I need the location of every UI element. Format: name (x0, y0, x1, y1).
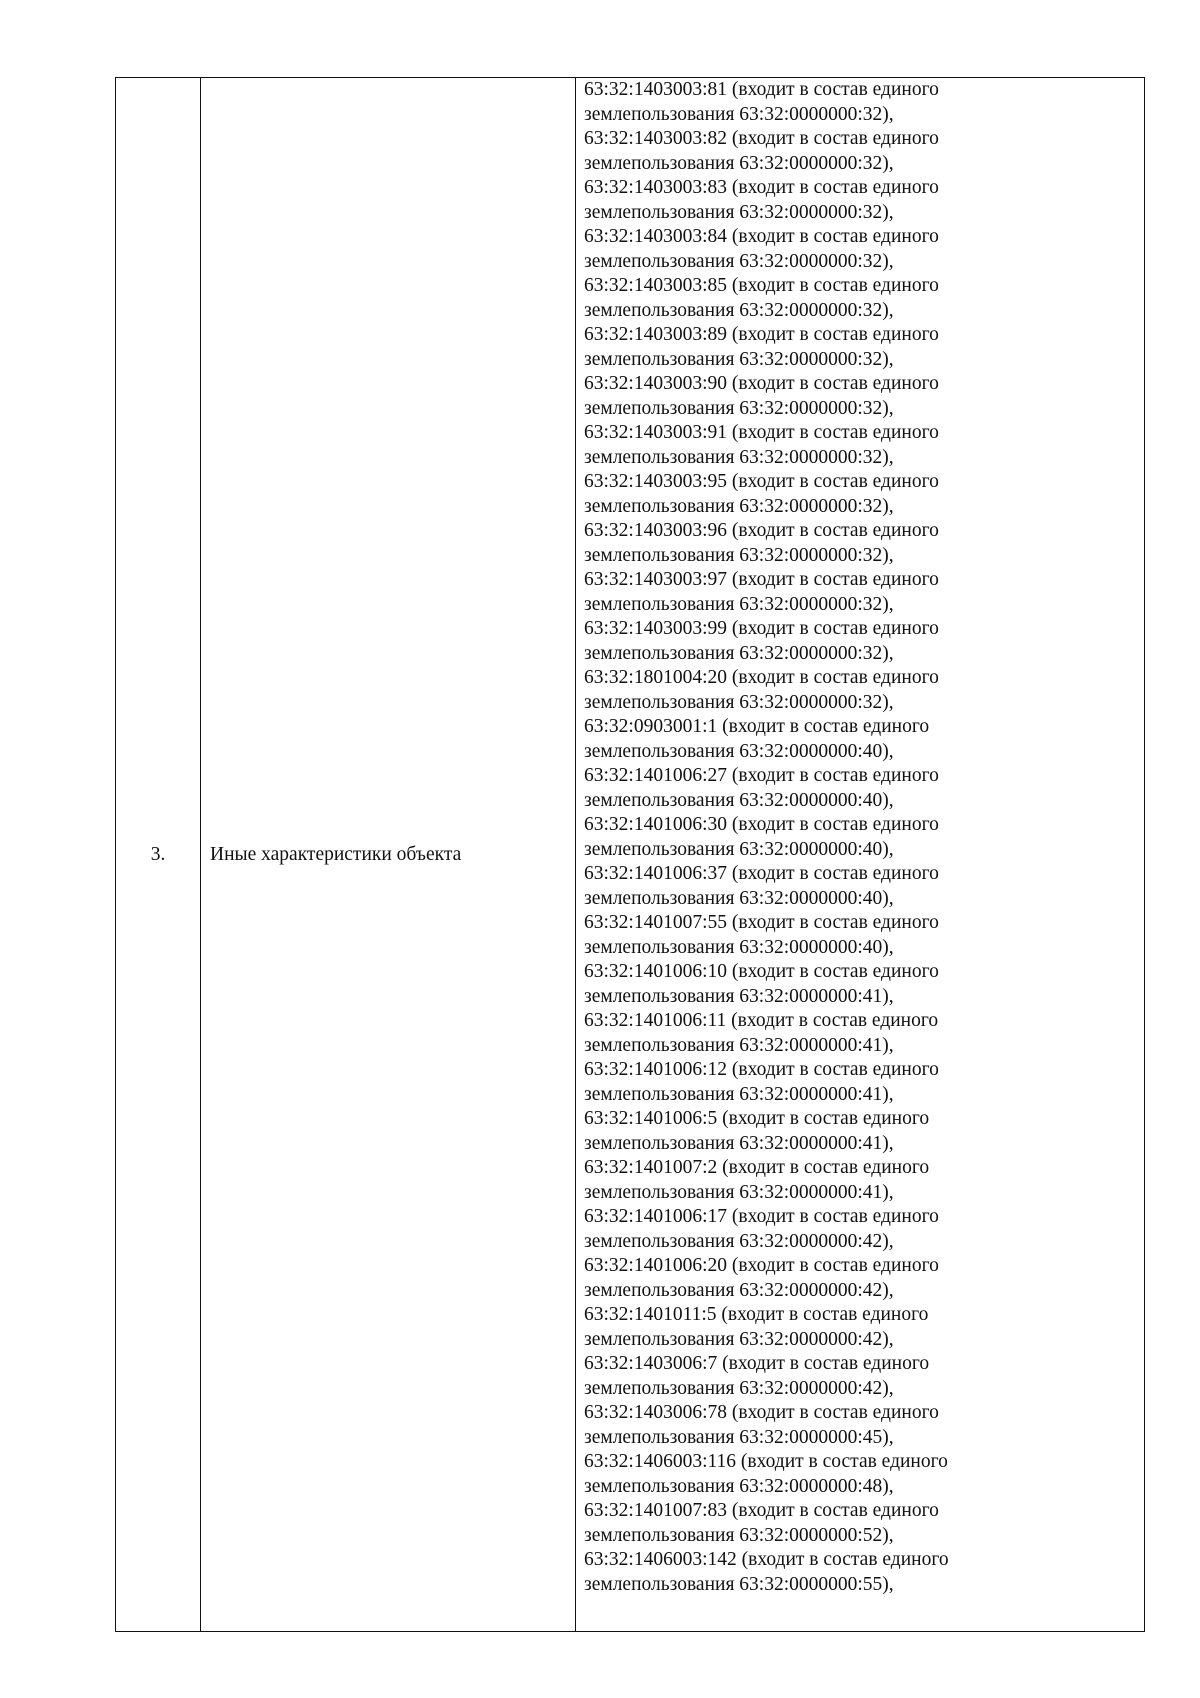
cadastral-number-line: 63:32:1401007:2 (входит в состав единого (584, 1157, 930, 1178)
cadastral-number-line: 63:32:1401011:5 (входит в состав единого (584, 1304, 929, 1325)
land-use-line: землепользования 63:32:0000000:41), (584, 1034, 894, 1056)
land-use-line: землепользования 63:32:0000000:42), (584, 1230, 894, 1252)
list-item (584, 666, 1134, 715)
land-use-line: землепользования 63:32:0000000:32), (584, 495, 894, 517)
cadastral-number-line: 63:32:1401007:55 (входит в состав единого (584, 912, 939, 933)
land-use-line: землепользования 63:32:0000000:40), (584, 887, 894, 909)
land-use-line: землепользования 63:32:0000000:42), (584, 1377, 894, 1399)
land-use-line: землепользования 63:32:0000000:40), (584, 740, 894, 762)
list-item (584, 764, 1134, 813)
cadastral-number-line: 63:32:1401006:20 (входит в состав единого (584, 1255, 939, 1276)
cadastral-number-line: 63:32:1406003:142 (входит в состав единого (584, 1549, 949, 1570)
list-item (584, 1058, 1134, 1107)
row-number: 3. (150, 844, 166, 865)
column-divider-2 (575, 78, 576, 1631)
land-use-line: землепользования 63:32:0000000:32), (584, 152, 894, 174)
list-item (584, 862, 1134, 911)
land-use-line: землепользования 63:32:0000000:32), (584, 691, 894, 713)
land-use-line: землепользования 63:32:0000000:40), (584, 936, 894, 958)
cadastral-number-line: 63:32:1401006:30 (входит в состав единого (584, 814, 939, 835)
list-item (584, 176, 1134, 225)
cadastral-number-line: 63:32:1403003:89 (входит в состав единого (584, 324, 939, 345)
cadastral-number-line: 63:32:1403003:85 (входит в состав единого (584, 275, 939, 296)
cadastral-number-line: 63:32:1403003:91 (входит в состав единого (584, 422, 939, 443)
row-name: Иные характеристики объекта (210, 844, 462, 865)
land-use-line: землепользования 63:32:0000000:32), (584, 201, 894, 223)
list-item (584, 1009, 1134, 1058)
cadastral-number-line: 63:32:1401006:11 (входит в состав единого (584, 1010, 939, 1031)
cadastral-number-line: 63:32:1403003:81 (входит в состав единого (584, 79, 939, 100)
cadastral-number-line: 63:32:1401006:27 (входит в состав единого (584, 765, 939, 786)
list-item (584, 323, 1134, 372)
list-item (584, 127, 1134, 176)
list-item (584, 960, 1134, 1009)
land-use-line: землепользования 63:32:0000000:41), (584, 1083, 894, 1105)
list-item (584, 1156, 1134, 1205)
land-use-line: землепользования 63:32:0000000:45), (584, 1426, 894, 1448)
cadastral-number-line: 63:32:1403003:84 (входит в состав единого (584, 226, 939, 247)
cadastral-number-line: 63:32:0903001:1 (входит в состав единого (584, 716, 930, 737)
cadastral-number-line: 63:32:1401006:5 (входит в состав единого (584, 1108, 930, 1129)
land-use-line: землепользования 63:32:0000000:41), (584, 1132, 894, 1154)
land-use-line: землепользования 63:32:0000000:32), (584, 299, 894, 321)
list-item (584, 421, 1134, 470)
land-use-line: землепользования 63:32:0000000:32), (584, 593, 894, 615)
list-item (584, 715, 1134, 764)
cadastral-number-line: 63:32:1403006:78 (входит в состав единого (584, 1402, 939, 1423)
land-use-line: землепользования 63:32:0000000:41), (584, 1181, 894, 1203)
list-item (584, 813, 1134, 862)
land-use-line: землепользования 63:32:0000000:40), (584, 789, 894, 811)
cadastral-number-line: 63:32:1403006:7 (входит в состав единого (584, 1353, 930, 1374)
list-item (584, 519, 1134, 568)
list-item (584, 1401, 1134, 1450)
list-item (584, 911, 1134, 960)
land-use-line: землепользования 63:32:0000000:32), (584, 397, 894, 419)
land-use-line: землепользования 63:32:0000000:52), (584, 1524, 894, 1546)
cadastral-number-line: 63:32:1403003:99 (входит в состав единого (584, 618, 939, 639)
land-use-line: землепользования 63:32:0000000:55), (584, 1573, 894, 1595)
cadastral-number-line: 63:32:1801004:20 (входит в состав единого (584, 667, 939, 688)
cadastral-number-line: 63:32:1401006:17 (входит в состав единого (584, 1206, 939, 1227)
list-item (584, 1499, 1134, 1548)
list-item (584, 470, 1134, 519)
cadastral-number-line: 63:32:1401006:10 (входит в состав единого (584, 961, 939, 982)
list-item (584, 568, 1134, 617)
cadastral-number-line: 63:32:1403003:96 (входит в состав единого (584, 520, 939, 541)
land-use-line: землепользования 63:32:0000000:32), (584, 348, 894, 370)
land-use-line: землепользования 63:32:0000000:32), (584, 446, 894, 468)
cadastral-number-line: 63:32:1403003:95 (входит в состав единого (584, 471, 939, 492)
cadastral-number-line: 63:32:1401006:37 (входит в состав единого (584, 863, 939, 884)
column-divider-1 (200, 78, 201, 1631)
land-use-line: землепользования 63:32:0000000:40), (584, 838, 894, 860)
list-item (584, 78, 1134, 127)
cadastral-number-line: 63:32:1403003:97 (входит в состав единого (584, 569, 939, 590)
cadastral-number-line: 63:32:1403003:83 (входит в состав единого (584, 177, 939, 198)
land-use-line: землепользования 63:32:0000000:32), (584, 103, 894, 125)
list-item (584, 1352, 1134, 1401)
list-item (584, 1205, 1134, 1254)
land-use-line: землепользования 63:32:0000000:32), (584, 544, 894, 566)
land-use-line: землепользования 63:32:0000000:48), (584, 1475, 894, 1497)
cadastral-number-line: 63:32:1406003:116 (входит в состав единого (584, 1451, 948, 1472)
cadastral-number-line: 63:32:1403003:82 (входит в состав единого (584, 128, 939, 149)
land-use-line: землепользования 63:32:0000000:41), (584, 985, 894, 1007)
list-item (584, 1107, 1134, 1156)
list-item (584, 372, 1134, 421)
list-item (584, 225, 1134, 274)
cadastral-number-line: 63:32:1401006:12 (входит в состав единого (584, 1059, 939, 1080)
land-use-line: землепользования 63:32:0000000:32), (584, 250, 894, 272)
list-item (584, 617, 1134, 666)
list-item (584, 1450, 1134, 1499)
list-item (584, 1254, 1134, 1303)
cadastral-number-line: 63:32:1401007:83 (входит в состав единого (584, 1500, 939, 1521)
list-item (584, 1548, 1134, 1597)
cadastral-number-line: 63:32:1403003:90 (входит в состав единого (584, 373, 939, 394)
list-item (584, 1303, 1134, 1352)
land-use-line: землепользования 63:32:0000000:42), (584, 1328, 894, 1350)
land-use-line: землепользования 63:32:0000000:32), (584, 642, 894, 664)
land-use-line: землепользования 63:32:0000000:42), (584, 1279, 894, 1301)
characteristics-table (115, 77, 1145, 1632)
cadastral-numbers-list (584, 78, 1134, 1597)
list-item (584, 274, 1134, 323)
